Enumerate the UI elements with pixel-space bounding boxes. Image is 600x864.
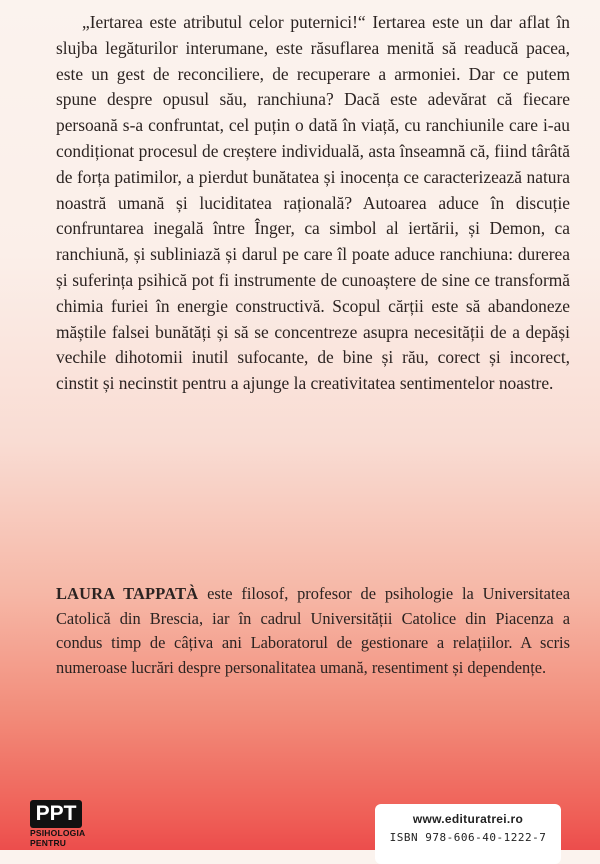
publisher-website: www.edituratrei.ro: [412, 812, 524, 826]
book-blurb: [56, 10, 570, 397]
publisher-logo-mark: PPT: [30, 800, 82, 828]
publisher-logo-line1: PSIHOLOGIA: [30, 828, 86, 838]
isbn-label: [375, 804, 561, 864]
publisher-logo: [30, 800, 88, 850]
author-bio: [56, 582, 570, 680]
isbn-number: ISBN 978-606-40-1222-7: [389, 831, 547, 844]
author-name: LAURA TAPPATÀ: [56, 584, 199, 603]
author-bio-text: este filosof, profesor de psihologie la Universitatea Catolică din Brescia, iar în cadrul Universității Catolice din Piacenza a condus timp de câțiva ani Laboratorul de gestionare a relațiilor. A scris numeroase lucrări despre personalitatea umană, resentiment și dependențe.: [56, 584, 570, 677]
blurb-text: „Iertarea este atributul celor puternici!“ Iertarea este un dar aflat în slujba legăturilor interumane, este răsuflarea menită să readucă pacea, este un gest de reconciliere, de recuperare a armoniei. Dar ce putem spune despre opusul său, ranchiuna? Dacă este adevărat că fiecare persoană s-a confruntat, cel puțin o dată în viață, cu ranchiunile care i-au condiționat procesul de creștere individuală, asta înseamnă că, fiind târâtă de forța patimilor, a pierdut bunătatea și inocența ce caracterizează natura noastră umană și luciditatea rațională? Autoarea aduce în discuție confruntarea inegală între Înger, ca simbol al iertării, și Demon, ca ranchiună, și subliniază și darul pe care îl poate aduce ranchiuna: durerea și suferința psihică pot fi instrumente de cunoaștere de sine ce transformă chimia furiei în energie constructivă. Scopul cărții este să abandoneze măștile falsei bunătăți și să se concentreze asupra necesității de a depăși vechile dihotomii inutil sufocante, de bine și rău, corect și incorect, cinstit și necinstit pentru a ajunge la creativitatea sentimentelor noastre.: [56, 12, 570, 394]
publisher-logo-line2: PENTRU: [30, 838, 67, 848]
